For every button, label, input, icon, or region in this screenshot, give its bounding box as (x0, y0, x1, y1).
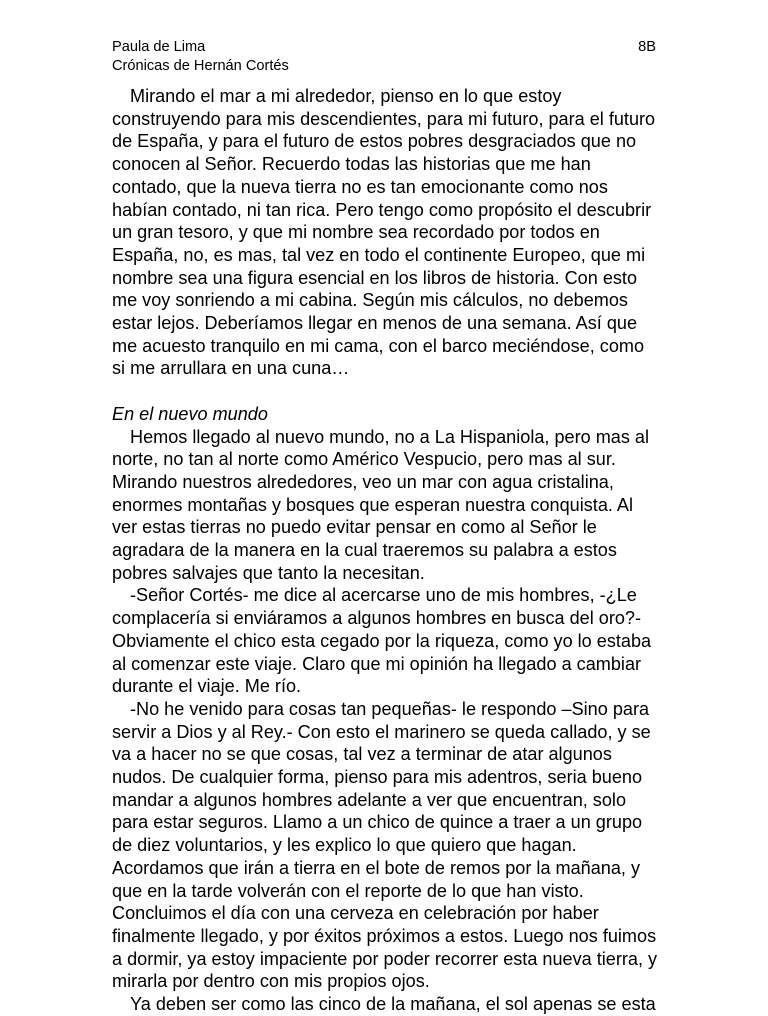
paragraph: Mirando el mar a mi alrededor, pienso en lo que estoy construyendo para mis descendientes, para mi futuro, para el futuro de España, y para el futuro de estos pobres desgraciados que no conocen al Señor. Recuerdo todas las historias que me han contado, que la nueva tierra no es tan emocionante como nos habían contado, ni tan rica. Pero tengo como propósito el descubrir un gran tesoro, y que mi nombre sea recordado por todos en España, no, es mas, tal vez en todo el continente Europeo, que mi nombre sea una figura esencial en los libros de historia. Con esto me voy sonriendo a mi cabina. Según mis cálculos, no debemos estar lejos. Deberíamos llegar en menos de una semana. Así que me acuesto tranquilo en mi cama, con el barco meciéndose, como si me arrullara en una cuna… (112, 86, 656, 379)
paragraph: -No he venido para cosas tan pequeñas- le respondo –Sino para servir a Dios y al Rey.- Con esto el marinero se queda callado, y se va a hacer no se que cosas, tal vez a terminar de atar algunos nudos. De cualquier forma, pienso para mis adentros, seria bueno mandar a algunos hombres adelante a ver que encuentran, solo para estar seguros. Llamo a un chico de quince a traer a un grupo de diez voluntarios, y les explico lo que quiero que hagan. Acordamos que irán a tierra en el bote de remos por la mañana, y que en la tarde volverán con el reporte de lo que han visto. Concluimos el día con una cerveza en celebración por haber finalmente llegado, y por éxitos próximos a estos. Luego nos fuimos a dormir, ya estoy impaciente por poder recorrer esta nueva tierra, y mirarla por dentro con mis propios ojos. (112, 698, 658, 992)
paragraph: Ya deben ser como las cinco de la mañana, el sol apenas se esta (130, 994, 656, 1015)
paragraph: -Señor Cortés- me dice al acercarse uno de mis hombres, -¿Le complacería si enviáramos a algunos hombres en busca del oro?- Obviamente el chico esta cegado por la riqueza, como yo lo estaba al comenzar este viaje. Claro que mi opinión ha llegado a cambiar durante el viaje. Me río. (112, 585, 652, 697)
book-title: Crónicas de Hernán Cortés (112, 58, 289, 74)
page-header (112, 38, 660, 76)
section-heading: En el nuevo mundo (112, 403, 268, 424)
body-text (112, 85, 660, 1016)
paragraph: Hemos llegado al nuevo mundo, no a La Hispaniola, pero mas al norte, no tan al norte como Américo Vespucio, pero mas al sur. Mirando nuestros alrededores, veo un mar con agua cristalina, enormes montañas y bosques que esperan nuestra conquista. Al ver estas tierras no puedo evitar pensar en como al Señor le agradara de la manera en la cual traeremos su palabra a estos pobres salvajes que tanto la necesitan. (112, 426, 650, 583)
document-page (112, 0, 660, 1015)
page-number: 8B (638, 39, 656, 55)
author-name: Paula de Lima (112, 39, 206, 55)
